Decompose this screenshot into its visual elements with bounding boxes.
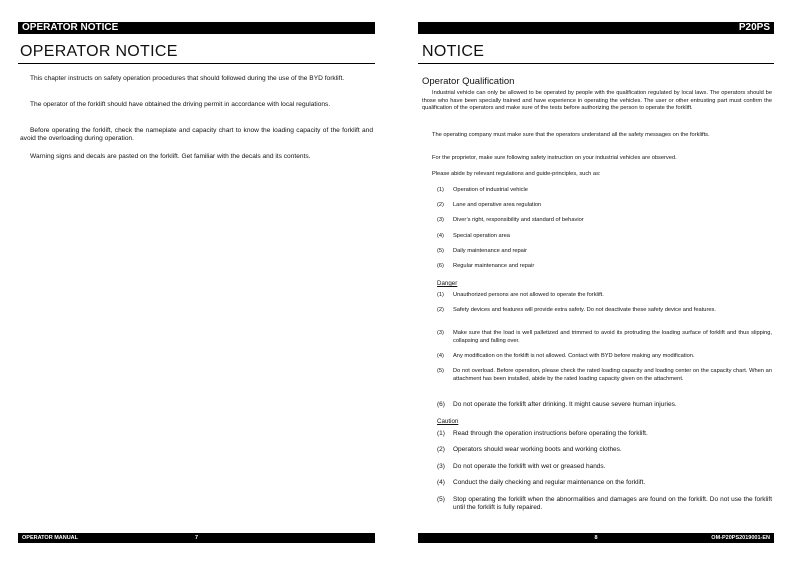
decals-paragraph: Warning signs and decals are pasted on the forklift. Get familiar with the decals and its contents. [30, 153, 311, 160]
nameplate-paragraph: Before operating the forklift, check the nameplate and capacity chart to know the loading capacity of the forklift and avoid the overloading during operation. [20, 127, 373, 143]
left-page [0, 0, 396, 563]
danger-heading: Danger [437, 280, 458, 287]
permit-paragraph: The operator of the forklift should have obtained the driving permit in accordance with local regulations. [30, 101, 331, 108]
page-number: 8 [594, 535, 598, 541]
title-rule [418, 63, 774, 64]
model-label: P20PS [738, 22, 770, 33]
document-code: OM-P20PS2019001-EN [711, 535, 770, 541]
regulations-paragraph: Please abide by relevant regulations and guide-principles, such as: [432, 171, 601, 177]
page-title: NOTICE [422, 43, 485, 60]
caution-heading: Caution [437, 418, 459, 425]
intro-paragraph: This chapter instructs on safety operation procedures that should followed during the use of the BYD forklift. [30, 75, 345, 82]
section-title: Operator Qualification [422, 76, 515, 87]
page-number: 7 [194, 535, 199, 541]
page-title: OPERATOR NOTICE [20, 43, 178, 60]
company-paragraph: The operating company must make sure that the operators understand all the safety messages on the forklifts. [432, 132, 710, 138]
footer-bar-left [18, 533, 375, 543]
header-bar-right [418, 22, 774, 34]
title-rule [18, 63, 375, 64]
right-page: P20PS NOTICE Operator Qualification Industrial vehicle can only be allowed to be operated by people with the qualification regulated by local laws. The operators should be those who have been specially trained and have experience in operating the vehicles. The user or other entrusting part must confirm the qualification of the operators and make sure of the tests before authorizing the person to operate the forklift. The operating company must make sure that the operators understand all the safety messages on the forklifts. For the proprietor, make sure following safety instruction on your industrial vehicles are observed. Please abide by relevant regulations and guide-principles, such as: (1) Operation of industrial vehicle (2) Lane and operative area regulation (3) Diver’s right, responsibility and standard of behavior (4) Special operation area (5) Daily maintenance and repair (6) Regular maintenance and repair Danger (1) Unauthorized persons are not allowed to operate the forklift. (2) Safety devices and features will provide extra safety. Do not deactivate these safety device and features. (3) Make sure that the load is well palletized and trimmed to avoid its protruding the loading surface of forklift and thus slipping, collapsing and falling over. (4) Any modification on the forklift is not allowed. Contact with BYD before making any modification. (5) Do not overload. Before operation, please check the rated loading capacity and loading center on the capacity chart. When an attachment has been installed, abide by the rated loading capacity given on the attachment. (6) Do not operate the forklift after drinking. It might cause severe human injuries. Caution (1) Read through the operation instructions before operating the forklift. (2) Operators should wear working boots and working clothes. (3) Do not operate the forklift with wet or greased hands. (4) Conduct the daily checking and regular maintenance on the forklift. (5) Stop operating the forklift when the abnormalities and damages are found on the forklift. Do not use the forklift until the forklift is fully repaired. 8 OM-P20PS2019001-EN [397, 0, 793, 563]
proprietor-paragraph: For the proprietor, make sure following safety instruction on your industrial vehicles are observed. [432, 155, 677, 161]
footer-bar-right [418, 533, 774, 543]
footer-manual-label: OPERATOR MANUAL [22, 535, 79, 541]
header-bar-left [18, 22, 375, 34]
qualification-paragraph: Industrial vehicle can only be allowed to be operated by people with the qualification regulated by local laws. The operators should be those who have been specially trained and have experience in operating the vehicles. The user or other entrusting part must confirm the qualification of the operators and make sure of the tests before authorizing the person to operate the forklift. [422, 90, 772, 112]
header-bar-title: OPERATOR NOTICE [22, 22, 119, 33]
